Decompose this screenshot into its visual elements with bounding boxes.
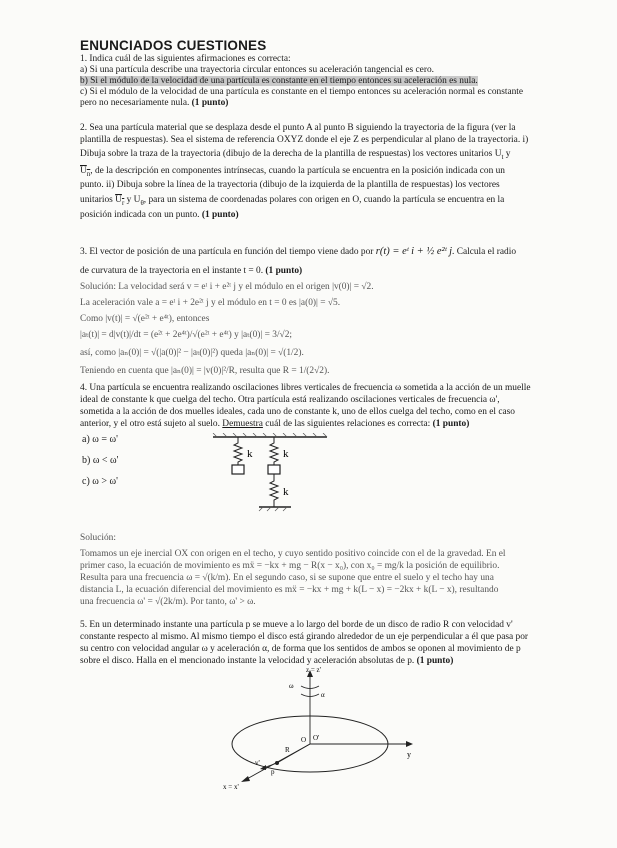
right-upper-spring (270, 437, 278, 465)
q4-option-c: c) ω > ω' (82, 476, 118, 487)
q4-solution-1: Tomamos un eje inercial OX con origen en el techo, y cuyo sentido positivo coincide con el de la gravedad. En el (80, 549, 506, 559)
spring-label-right-lower: k (283, 486, 289, 498)
unit-vector-n: $U_n$ (80, 166, 91, 178)
q4-solution-title: Solución: (80, 533, 116, 543)
q2-line-4: $U_n$, de la descripción en componentes intrínsecas, cuando la partícula se encuentra en la posición indicada con un (80, 166, 505, 178)
spring-label-left: k (247, 448, 253, 460)
q2-line-7: posición indicada con un punto. (1 punto) (80, 210, 239, 220)
q1-option-c-cont: pero no necesariamente nula. (1 punto) (80, 98, 229, 108)
q4-option-a: a) ω = ω' (82, 434, 118, 445)
q5-line-4: sobre el disco. Halla en el mencionado instante la velocidad y aceleración absolutas de p. (1 punto) (80, 656, 454, 666)
q3-position-formula: r(t) = eᵗ i + ½ e²ᵗ j (375, 246, 452, 257)
q1-option-c: c) Si el módulo de la velocidad de una partícula es constante en el tiempo entonces su aceleración normal es constante (80, 87, 524, 97)
q1-intro: 1. Indica cuál de las siguientes afirmaciones es correcta: (80, 54, 291, 64)
q4-solution-3: Resulta para una frecuencia ω = √(k/m). En el segundo caso, si se supone que entre el suelo y el techo hay una (80, 573, 494, 583)
q5-line-1: 5. En un determinado instante una partícula p se mueve a lo largo del borde de un disco de radio R con velocidad v' (80, 620, 513, 630)
y-axis-arrow (406, 741, 413, 747)
q2-line-3: Dibuja sobre la traza de la trayectoria (dibujo de la derecha de la plantilla de respuestas) los vectores unitarios $U_t$ y (80, 149, 511, 161)
q1-option-b: b) Si el módulo de la velocidad de una partícula es constante en el tiempo entonces su aceleración es nula. (80, 76, 478, 86)
q5-line-2: constante respecto al mismo. Al mismo tiempo el disco está girando alrededor de un eje perpendicular a él que pasa por (80, 632, 529, 642)
origin-prime-label: O' (313, 734, 320, 742)
q4-option-b: b) ω < ω' (82, 455, 119, 466)
q1-points: (1 punto) (191, 98, 229, 108)
omega-label: ω (289, 682, 294, 690)
q4-line-3: sometida a la acción de dos muelles ideales, cada uno de constante k, uno de ellos cuelga del techo, como en el caso (80, 407, 515, 417)
unit-vector-theta: $U_\theta$ (133, 195, 144, 207)
q2-points: (1 punto) (201, 210, 239, 220)
q4-solution-5: una frecuencia ω' = √(2k/m). Por tanto, ω' > ω. (80, 597, 256, 607)
radius-label: R (285, 746, 290, 754)
right-lower-spring (270, 474, 278, 507)
particle-label: p (271, 768, 275, 776)
disc-figure (215, 664, 430, 792)
q4-line-4: anterior, y el otro está sujeto al suelo. Demuestra cuál de las siguientes relaciones es correcta: (1 punto) (80, 419, 470, 429)
y-axis-label: y (407, 750, 411, 759)
q2-line-2: plantilla de respuestas). Sea el sistema de referencia OXYZ donde el eje Z es perpendicular al plano de la trayectoria. i) (80, 135, 529, 145)
page-title: ENUNCIADOS CUESTIONES (80, 38, 267, 53)
springs-figure (205, 433, 335, 523)
q1-option-a: a) Si una partícula describe una trayectoria circular entonces su aceleración tangencial es cero. (80, 65, 434, 75)
q3-solution-3: Como |v(t)| = √(e²ᵗ + e⁴ᵗ), entonces (80, 314, 210, 324)
q5-points: (1 punto) (416, 656, 454, 666)
q3-points: (1 punto) (265, 266, 303, 276)
x-axis-label: x = x' (223, 783, 239, 791)
alpha-label: α (321, 691, 325, 699)
unit-vector-t: $U_t$ (494, 149, 504, 161)
right-mass (268, 465, 280, 474)
q2-line-5: punto. ii) Dibuja sobre la línea de la trayectoria (dibujo de la izquierda de la plantilla de respuestas) los vectores (80, 180, 500, 190)
q2-line-6: unitarios $U_r$ y $U_\theta$, para un sistema de coordenadas polares con origen en O, cuando la partícula se encuentra en la (80, 195, 505, 207)
left-spring (234, 437, 242, 465)
q3-line-2: de curvatura de la trayectoria en el instante t = 0. (1 punto) (80, 266, 303, 276)
q2-line-1: 2. Sea una partícula material que se desplaza desde el punto A al punto B siguiendo la trayectoria de la figura (ver la (80, 123, 516, 133)
z-axis-label: z = z' (306, 666, 321, 674)
q4-line-2: ideal de constante k que cuelga del techo. Otra partícula está realizando oscilaciones verticales de frecuencia ω', (80, 395, 500, 405)
x-axis-arrow (241, 776, 250, 782)
origin-label: O (301, 736, 307, 744)
unit-vector-r: $U_r$ (115, 195, 125, 207)
left-mass (232, 465, 244, 474)
spring-label-right-upper: k (283, 448, 289, 460)
q3-solution-5: así, como |aₙ(0)| = √(|a(0)|² − |aₜ(0)|²) queda |aₙ(0)| = √(1/2). (80, 348, 304, 358)
radius-line (277, 744, 310, 763)
q4-points: (1 punto) (432, 419, 470, 429)
q4-solution-2: primer caso, la ecuación de movimiento es mẍ = −kx + mg − R(x − x₀), con x₀ = mg/k la posición de equilibrio. (80, 561, 500, 571)
q3-line-1: 3. El vector de posición de una partícula en función del tiempo viene dado por r(t) = eᵗ i + ½ e²ᵗ j. Calcula el radio (80, 246, 517, 257)
q5-line-3: su centro con velocidad angular ω y aceleración α, de forma que los sentidos de ambos se oponen al movimiento de p (80, 644, 521, 654)
q3-solution-6: Teniendo en cuenta que |aₙ(0)| = |v(0)|²/R, resulta que R = 1/(2√2). (80, 366, 330, 376)
velocity-label: v' (255, 759, 260, 767)
q4-solution-4: distancia L, la ecuación diferencial del movimiento es mẍ = −kx + mg + k(L − x) = −2kx + k(L − x), resultando (80, 585, 499, 595)
q3-solution-1: Solución: La velocidad será v = eᵗ i + e²ᵗ j y el módulo en el origen |v(0)| = √2. (80, 282, 374, 292)
q3-solution-2: La aceleración vale a = eᵗ i + 2e²ᵗ j y el módulo en t = 0 es |a(0)| = √5. (80, 298, 341, 308)
q4-line-1: 4. Una partícula se encuentra realizando oscilaciones libres verticales de frecuencia ω sometida a la acción de un muelle (80, 383, 531, 393)
q3-solution-4: |aₜ(t)| = d|v(t)|/dt = (e²ᵗ + 2e⁴ᵗ)/√(e²ᵗ + e⁴ᵗ) y |aₜ(0)| = 3/√2; (80, 330, 292, 340)
